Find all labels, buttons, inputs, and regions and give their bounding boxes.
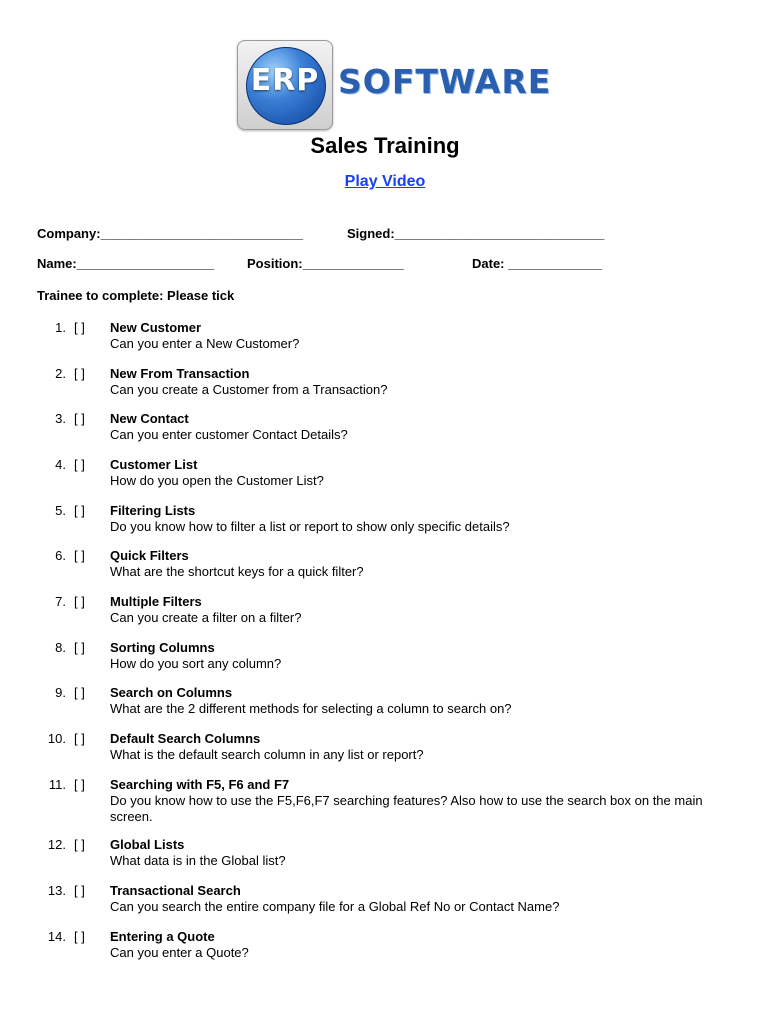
item-number: 7. [55,594,66,609]
item-question: Can you create a filter on a filter? [110,610,302,625]
item-question: Can you enter customer Contact Details? [110,427,348,442]
item-title: Transactional Search [110,883,241,898]
tick-box[interactable]: [ ] [74,883,85,898]
item-number: 11. [48,777,66,792]
item-question: Do you know how to filter a list or report to show only specific details? [110,519,510,534]
tick-box[interactable]: [ ] [74,929,85,944]
item-number: 3. [55,411,66,426]
item-number: 5. [55,503,66,518]
item-title: Searching with F5, F6 and F7 [110,777,290,792]
item-title: New From Transaction [110,366,250,381]
tick-box[interactable]: [ ] [74,685,85,700]
tick-box[interactable]: [ ] [74,731,85,746]
erp-software-logo [237,40,552,130]
item-number: 14. [47,929,66,944]
item-number: 1. [55,320,66,335]
logo-wordmark: SOFTWARE [338,62,552,101]
item-title: Global Lists [110,837,185,852]
item-title: Quick Filters [110,548,189,563]
item-number: 8. [55,640,66,655]
item-question: What is the default search column in any list or report? [110,747,424,762]
item-question: What data is in the Global list? [110,853,286,868]
item-question: Can you search the entire company file for a Global Ref No or Contact Name? [110,899,560,914]
company-field[interactable]: Company:____________________________ [37,226,303,241]
item-number: 6. [55,548,66,563]
item-question: What are the shortcut keys for a quick filter? [110,564,364,579]
page-title: Sales Training [310,133,460,158]
item-question: Can you enter a Quote? [110,945,249,960]
item-title: Search on Columns [110,685,233,700]
item-number: 13. [47,883,66,898]
name-field[interactable]: Name:___________________ [37,256,215,271]
item-title: Filtering Lists [110,503,196,518]
tick-box[interactable]: [ ] [74,320,85,335]
tick-box[interactable]: [ ] [74,548,85,563]
item-title: New Customer [110,320,202,335]
tick-box[interactable]: [ ] [74,457,85,472]
item-question: How do you sort any column? [110,656,282,671]
item-title: New Contact [110,411,189,426]
tick-box[interactable]: [ ] [74,594,85,609]
tick-box[interactable]: [ ] [74,366,85,381]
signed-field[interactable]: Signed:_____________________________ [347,226,605,241]
item-title: Customer List [110,457,198,472]
tick-box[interactable]: [ ] [74,640,85,655]
item-title: Entering a Quote [110,929,215,944]
position-field[interactable]: Position:______________ [247,256,404,271]
logo-mark-text: ERP [250,63,320,98]
logo-badge [237,40,333,130]
item-number: 2. [55,366,66,381]
tick-box[interactable]: [ ] [74,503,85,518]
item-number: 9. [55,685,66,700]
date-field[interactable]: Date: _____________ [472,256,603,271]
tick-box[interactable]: [ ] [74,777,85,792]
item-question: How do you open the Customer List? [110,473,324,488]
item-title: Default Search Columns [110,731,261,746]
item-number: 12. [47,837,66,852]
tick-box[interactable]: [ ] [74,411,85,426]
item-question: Do you know how to use the F5,F6,F7 searching features? Also how to use the search box on the main screen. [110,793,703,824]
item-question: Can you enter a New Customer? [110,336,300,351]
tick-box[interactable]: [ ] [74,837,85,852]
item-number: 10. [47,731,66,746]
play-video-link[interactable]: Play Video [344,173,426,190]
item-question: Can you create a Customer from a Transaction? [110,382,388,397]
item-question: What are the 2 different methods for selecting a column to search on? [110,701,512,716]
item-title: Sorting Columns [110,640,215,655]
item-title: Multiple Filters [110,594,202,609]
instruction-text: Trainee to complete: Please tick [37,288,235,303]
item-number: 4. [55,457,66,472]
